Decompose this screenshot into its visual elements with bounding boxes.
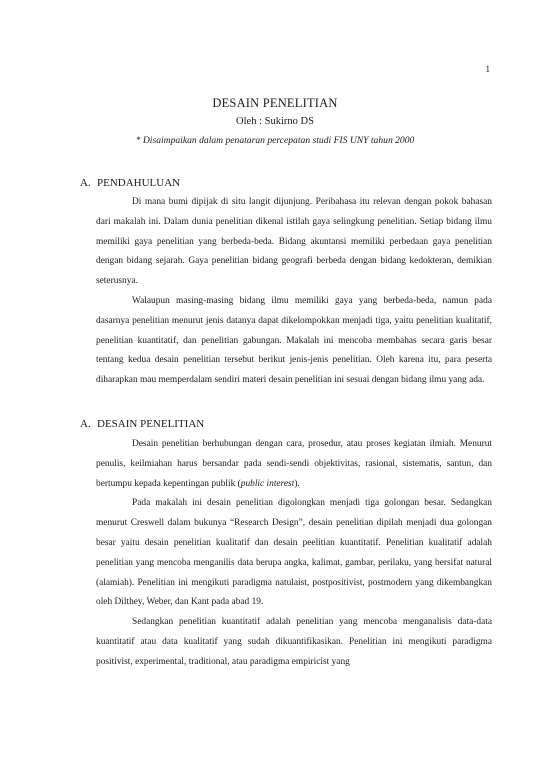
document-title: DESAIN PENELITIAN <box>212 96 338 110</box>
paragraph: Sedangkan penelitian kuantitatif adalah penelitian yang mencoba menganalisis data-data kuantitatif atau data kualitatif yang sudah dikuantifikasikan. Penelitian ini mengikuti paradigma positivist, experimental, traditional, atau paradigma empiricist yang <box>96 617 492 667</box>
paragraph: Walaupun masing-masing bidang ilmu memiliki gaya yang berbeda-beda, namun pada dasarnya penelitian menurut jenis datanya dapat dikelompokkan menjadi tiga, yaitu penelitian kualitatif, penelitian kuantitatif, dan penelitian gabungan. Makalah ini mencoba membahas secara garis besar tentang kedua desain penelitian tersebut berikut jenis-jenis penelitian. Oleh karena itu, para peserta diharapkan mau memperdalam sendiri materi desain penelitian ini sesuai dengan bidang ilmu yang ada. <box>96 295 492 386</box>
paragraph-tail: ). <box>294 478 300 489</box>
paragraph: Di mana bumi dipijak di situ langit dijunjung. Peribahasa itu relevan dengan pokok bahasan dari makalah ini. Dalam dunia penelitian dikenal istilah gaya selingkung penelitian. Setiap bidang ilmu memiliki gaya penelitian yang berbeda-beda. Bidang akuntansi memiliki perbedaan gaya penelitian dengan bidang sejarah. Gaya penelitian bidang geografi berbeda dengan bidang kedokteran, demikian seterusnya. <box>96 197 492 287</box>
note-text: * Disaimpaikan dalam penataran percepatan studi FIS UNY tahun 2000 <box>135 135 415 146</box>
section-title: DESAIN PENELITIAN <box>97 418 205 430</box>
document-note <box>0 135 550 146</box>
section-title: PENDAHULUAN <box>97 177 181 189</box>
page-number: 1 <box>485 64 490 74</box>
section-heading-pendahuluan <box>80 177 180 189</box>
section-heading-desain-penelitian <box>80 418 204 430</box>
emphasis-text: public interest <box>240 478 295 489</box>
section-number: A. <box>80 418 91 430</box>
paragraph-text: Desain penelitian berhubungan dengan cara, prosedur, atau proses kegiatan ilmiah. Menurut penulis, keilmiahan harus bersandar pada sendi-sendi objektivitas, rasional, sistematis, santun, dan bertumpu kepada kepentingan publik ( <box>96 439 492 489</box>
section-number: A. <box>80 177 91 189</box>
section-body-desain-penelitian <box>96 435 492 673</box>
paragraph <box>96 435 492 494</box>
section-body-pendahuluan <box>96 193 492 391</box>
paragraph: Pada makalah ini desain penelitian digolongkan menjadi tiga golongan besar. Sedangkan menurut Creswell dalam bukunya “Research Design”, desain penelitian dipilah menjadi dua golongan besar yaitu desain penelitian kualitatif dan desain peelitian kuantitatif. Penelitian kualitatif adalah penelitian yang mencoba menganilis data berupa angka, kalimat, gambar, perilaku, yang bersifat natural (alamiah). Penelitian ini mengikuti paradigma natulaist, postpositivist, postmodern yang dikembangkan oleh Dilthey, Weber, dan Kant pada abad 19. <box>96 498 492 608</box>
document-author: Oleh : Sukirno DS <box>236 116 314 127</box>
